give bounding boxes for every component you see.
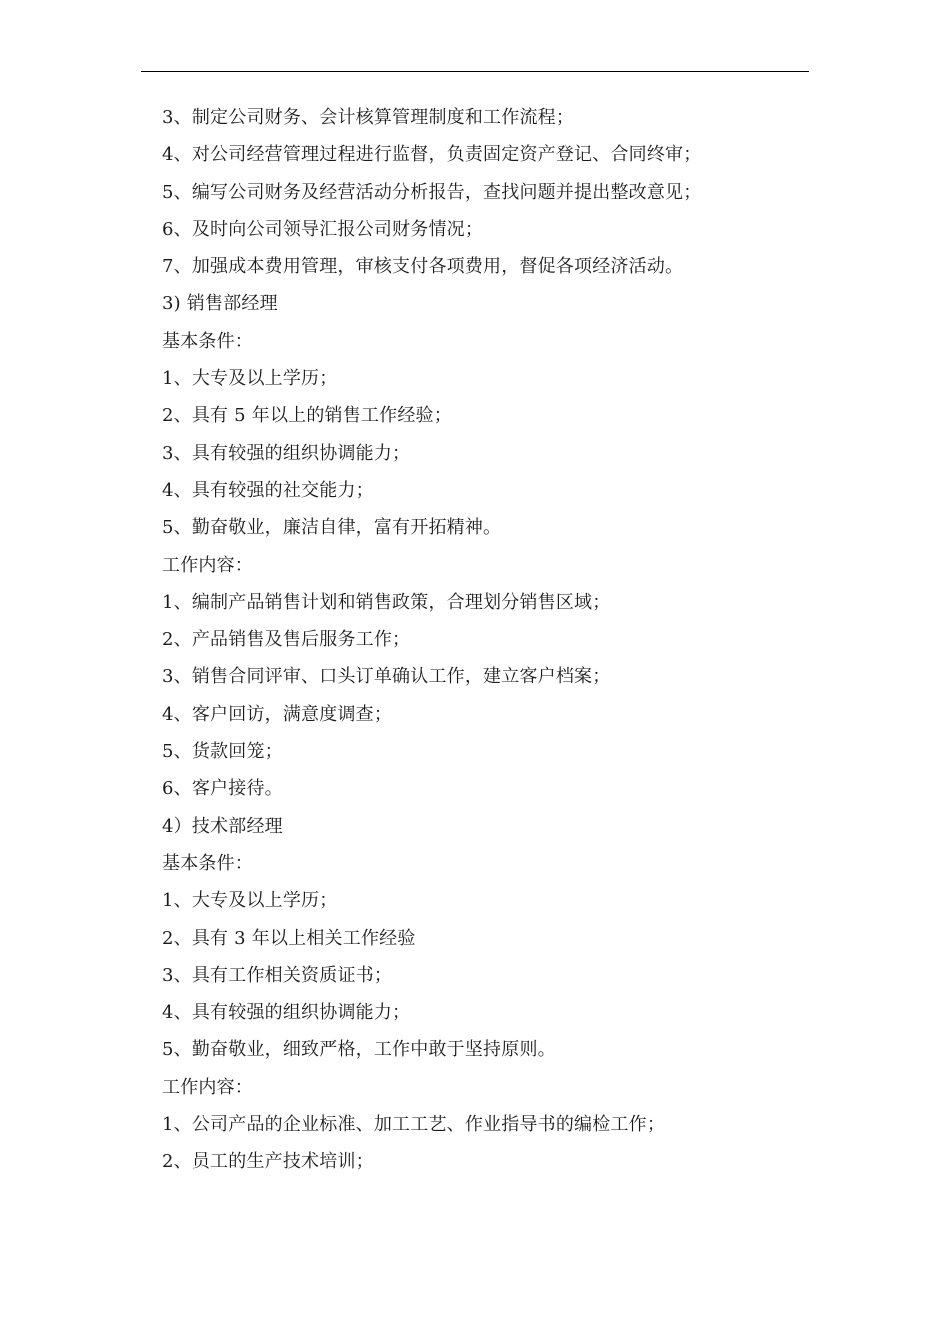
text-line: 4、具有较强的组织协调能力；	[162, 1002, 411, 1024]
text-line: 4、客户回访，满意度调查；	[162, 703, 393, 725]
text-line: 3、具有较强的组织协调能力；	[162, 442, 411, 464]
text-line: 7、加强成本费用管理，审核支付各项费用，督促各项经济活动。	[162, 256, 684, 278]
text-line: 2、具有 5 年以上的销售工作经验；	[162, 405, 452, 427]
text-line: 5、勤奋敬业，廉洁自律，富有开拓精神。	[162, 517, 502, 539]
text-line: 3、制定公司财务、会计核算管理制度和工作流程；	[162, 107, 575, 128]
text-line: 3、销售合同评审、口头订单确认工作，建立客户档案；	[162, 666, 611, 688]
body-text	[162, 103, 802, 1185]
text-line: 6、及时向公司领导汇报公司财务情况；	[162, 218, 484, 240]
text-line: 2、产品销售及售后服务工作；	[162, 629, 411, 651]
text-line: 1、编制产品销售计划和销售政策，合理划分销售区域；	[162, 591, 611, 613]
text-line: 6、客户接待。	[162, 778, 283, 800]
subsection-heading: 工作内容：	[162, 554, 253, 576]
subsection-heading: 工作内容：	[162, 1076, 253, 1098]
text-line: 5、编写公司财务及经营活动分析报告，查找问题并提出整改意见；	[162, 181, 702, 203]
text-line: 4、具有较强的社交能力；	[162, 479, 374, 501]
section-heading: 3) 销售部经理	[162, 293, 278, 315]
subsection-heading: 基本条件：	[162, 330, 253, 352]
text-line: 1、大专及以上学历；	[162, 890, 338, 912]
section-heading: 4）技术部经理	[162, 815, 283, 837]
header-rule	[141, 71, 809, 72]
text-line: 5、货款回笼；	[162, 741, 283, 763]
text-line: 2、员工的生产技术培训；	[162, 1151, 374, 1173]
text-line: 2、具有 3 年以上相关工作经验	[162, 927, 416, 949]
text-line: 5、勤奋敬业，细致严格，工作中敢于坚持原则。	[162, 1039, 556, 1061]
text-line: 3、具有工作相关资质证书；	[162, 964, 393, 986]
text-line: 1、大专及以上学历；	[162, 368, 338, 390]
text-line: 1、公司产品的企业标准、加工工艺、作业指导书的编检工作；	[162, 1114, 666, 1136]
text-line: 4、对公司经营管理过程进行监督，负责固定资产登记、合同终审；	[162, 144, 702, 166]
subsection-heading: 基本条件：	[162, 852, 253, 874]
